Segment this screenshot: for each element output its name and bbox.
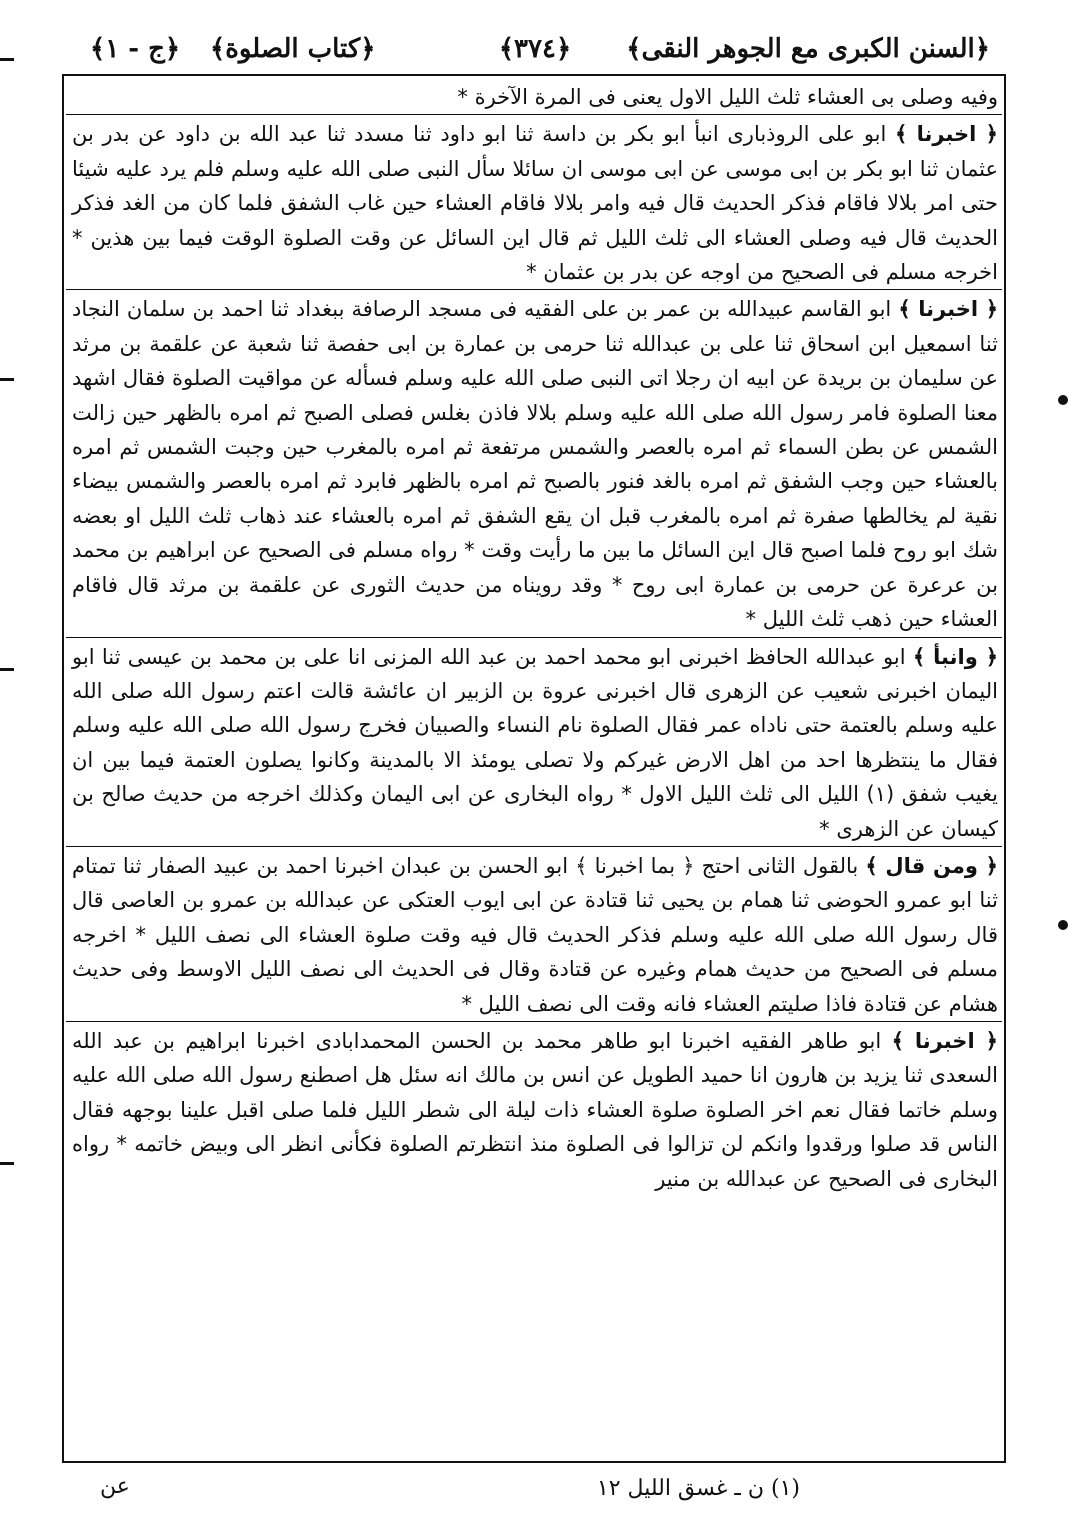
scan-margin-mark	[0, 668, 14, 671]
paragraph-text: ابو على الروذبارى انبأ ابو بكر بن داسة ثنا ابو داود ثنا مسدد ثنا عبد الله بن داود عن بدر بن عثمان ثنا ابو بكر بن ابى موسى عن ابى موسى ان سائلا سأل النبى صلى الله عليه وسلم فلم يرد عليه شيئا حتى امر بلالا فاقام فذكر الحديث قال فيه وامر بلالا فاقام العشاء حين غاب الشفق فلما كان من الغد فذكر الحديث قال فيه وصلى العشاء الى ثلث الليل ثم قال اين السائل عن وقت الصلوة الوقت فيما بين هذين * اخرجه مسلم فى الصحيح من اوجه عن بدر بن عثمان *	[72, 122, 998, 285]
page-body	[66, 80, 1002, 1196]
paragraph-2	[66, 114, 1002, 289]
scan-margin-mark	[0, 58, 14, 61]
footnote: (١) ن ـ غسق الليل ١٢	[596, 1476, 800, 1501]
paragraph-5	[66, 846, 1002, 1021]
book-title: ﴿السنن الكبرى مع الجوهر النقى﴾	[626, 34, 990, 64]
scan-margin-dot	[1058, 395, 1068, 405]
paragraph-text: بالقول الثانى احتج ﴿ بما اخبرنا ﴾ ابو الحسن بن عبدان اخبرنا احمد بن عبيد الصفار ثنا تمتام ثنا ابو عمرو الحوضى ثنا همام بن يحيى ثنا قتادة عن ابى ايوب العتكى عن عبدالله بن عمرو بن العاصى قال قال رسول الله صلى الله عليه وسلم فذكر الحديث قال فيه وقت صلوة العشاء الى نصف الليل * اخرجه مسلم فى الصحيح من حديث همام وغيره عن قتادة وقال فى الحديث الى نصف الليل الاوسط وفى حديث هشام عن قتادة فاذا صليتم العشاء فانه وقت الى نصف الليل *	[72, 853, 998, 1016]
page-header	[80, 30, 990, 74]
page-number: ﴿٣٧٤﴾	[498, 34, 572, 64]
scan-margin-dot	[1058, 920, 1068, 930]
paragraph-lead: ﴿ ومن قال ﴾	[865, 853, 998, 878]
paragraph-lead: ﴿ اخبرنا ﴾	[895, 122, 998, 147]
catchword: عن	[100, 1474, 130, 1499]
paragraph-lead: ﴿ اخبرنا ﴾	[898, 297, 998, 322]
paragraph-lead: ﴿ اخبرنا ﴾	[891, 1028, 998, 1053]
scan-margin-mark	[0, 1162, 14, 1165]
paragraph-4	[66, 637, 1002, 846]
scan-margin-mark	[0, 378, 14, 381]
page-footer	[80, 1474, 980, 1510]
paragraph-text: ابو طاهر الفقيه اخبرنا ابو طاهر محمد بن الحسن المحمدابادى اخبرنا ابراهيم بن عبد الله السعدى ثنا يزيد بن هارون انا حميد الطويل عن انس بن مالك انه سئل هل اصطنع رسول الله صلى الله عليه وسلم خاتما فقال نعم اخر الصلوة صلوة العشاء ذات ليلة الى شطر الليل فلما صلى اقبل علينا بوجهه فقال الناس قد صلوا ورقدوا وانكم لن تزالوا فى الصلوة منذ انتظرتم الصلوة فكأنى انظر الى وبيض خاتمه * رواه البخارى فى الصحيح عن عبدالله بن منير	[72, 1028, 998, 1191]
paragraph-text: ابو القاسم عبيدالله بن عمر بن على الفقيه فى مسجد الرصافة ببغداد ثنا احمد بن سلمان النجاد ثنا اسمعيل ابن اسحاق ثنا على بن عبدالله ثنا حرمى بن عمارة بن ابى حفصة ثنا شعبة عن علقمة بن مرثد عن سليمان بن بريدة عن ابيه ان رجلا اتى النبى صلى الله عليه وسلم فسأله عن مواقيت الصلوة فقال اشهد معنا الصلوة فامر رسول الله صلى الله عليه وسلم بلالا فاذن بغلس فصلى الصبح ثم امره بالظهر حين زالت الشمس عن بطن السماء ثم امره بالعصر والشمس مرتفعة ثم امره بالمغرب حين وجبت الشمس ثم امره بالعشاء حين وجب الشفق ثم امره بالغد فنور بالصبح ثم امره بالظهر فابرد ثم امره بالعصر والشمس بيضاء نقية لم يخالطها صفرة ثم امره بالمغرب قبل ان يقع الشفق ثم امره بالعشاء عند ذهاب ثلث الليل او بعضه شك ابو روح فلما اصبح قال اين السائل ما بين ما رأيت وقت * رواه مسلم فى الصحيح عن ابراهيم بن محمد بن عرعرة عن حرمى بن عمارة ابى روح * وقد رويناه من حديث الثورى عن علقمة بن مرثد قال فاقام العشاء حين ذهب ثلث الليل *	[72, 297, 998, 632]
paragraph-3	[66, 289, 1002, 636]
paragraph-lead: ﴿ وانبأ ﴾	[912, 644, 999, 669]
chapter-title: ﴿كتاب الصلوة﴾	[210, 34, 376, 64]
paragraph-text: ابو عبدالله الحافظ اخبرنى ابو محمد احمد بن عبد الله المزنى انا على بن محمد بن عيسى ثنا ابو اليمان اخبرنى شعيب عن الزهرى قال اخبرنى عروة بن الزبير ان عائشة قالت اعتم رسول الله صلى الله عليه وسلم بالعتمة حتى ناداه عمر فقال الصلوة نام النساء والصبيان فخرج رسول الله صلى الله عليه وسلم فقال ما ينتظرها احد من اهل الارض غيركم ولا تصلى يومئذ الا بالمدينة وكانوا يصلون العتمة فيما بين ان يغيب شفق (١) الليل الى ثلث الليل الاول * رواه البخارى عن ابى اليمان وكذلك اخرجه من حديث صالح بن كيسان عن الزهرى *	[72, 644, 998, 841]
paragraph-6	[66, 1021, 1002, 1196]
paragraph-1	[66, 80, 1002, 114]
volume-label: ﴿ج - ١﴾	[90, 34, 181, 64]
paragraph-text: وفيه وصلى بى العشاء ثلث الليل الاول يعنى فى المرة الآخرة *	[457, 85, 998, 109]
